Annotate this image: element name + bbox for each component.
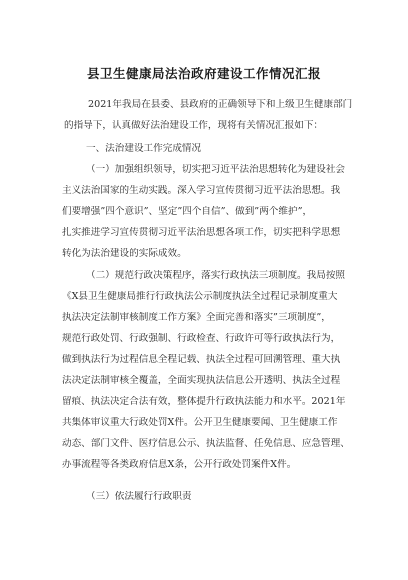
- paragraph-line: 法决定法制审核全覆盖，全面实现执法信息公开透明、执法全过程: [62, 375, 341, 386]
- paragraph-line: 转化为法治建设的实际成效。: [62, 248, 187, 259]
- paragraph-line: 扎实推进学习宣传贯彻习近平法治思想各项工作，切实把科学思想: [62, 227, 341, 238]
- paragraph-line: 办事流程等各类政府信息X条，公开行政处罚案件X件。: [62, 459, 297, 470]
- document-title: 县卫生健康局法治政府建设工作情况汇报: [86, 66, 321, 81]
- section-heading: 一、法治建设工作完成情况: [86, 143, 202, 154]
- paragraph-line: 们要增强”四个意识”、坚定”四个自信”、做到”两个维护”，: [62, 206, 313, 217]
- paragraph-line: 2021年我局在县委、县政府的正确领导下和上级卫生健康部门: [88, 99, 353, 110]
- paragraph-line: 《X县卫生健康局推行行政执法公示制度执法全过程记录制度重大: [62, 291, 338, 302]
- subsection-heading: （一）加强组织领导，切实把习近平法治思想转化为建设社会: [86, 164, 346, 175]
- paragraph-line: 做到执法行为过程信息全程记载、执法全过程可回溯管理、重大执: [62, 354, 341, 365]
- paragraph-line: 留痕、执法决定合法有效，整体提升行政执法能力和水平。2021年: [62, 396, 346, 407]
- paragraph-line: 共集体审议重大行政处罚X件。公开卫生健康要闻、卫生健康工作: [62, 417, 338, 428]
- paragraph-line: 动态、部门文件、医疗信息公示、执法监督、任免信息、应急管理、: [62, 438, 350, 449]
- subsection-heading: （三）依法履行行政职责: [86, 491, 192, 502]
- paragraph-line: 执法决定法制审核制度工作方案》全面完善和落实”三项制度”，: [62, 312, 331, 323]
- paragraph-line: 主义法治国家的生动实践。深入学习宣传贯彻习近平法治思想。我: [62, 185, 341, 196]
- subsection-heading: （二）规范行政决策程序，落实行政执法三项制度。我局按照: [86, 270, 346, 281]
- paragraph-line: 的指导下，认真做好法治建设工作，现将有关情况汇报如下：: [64, 120, 324, 131]
- paragraph-line: 规范行政处罚、行政强制、行政检查、行政许可等行政执法行为，: [62, 333, 341, 344]
